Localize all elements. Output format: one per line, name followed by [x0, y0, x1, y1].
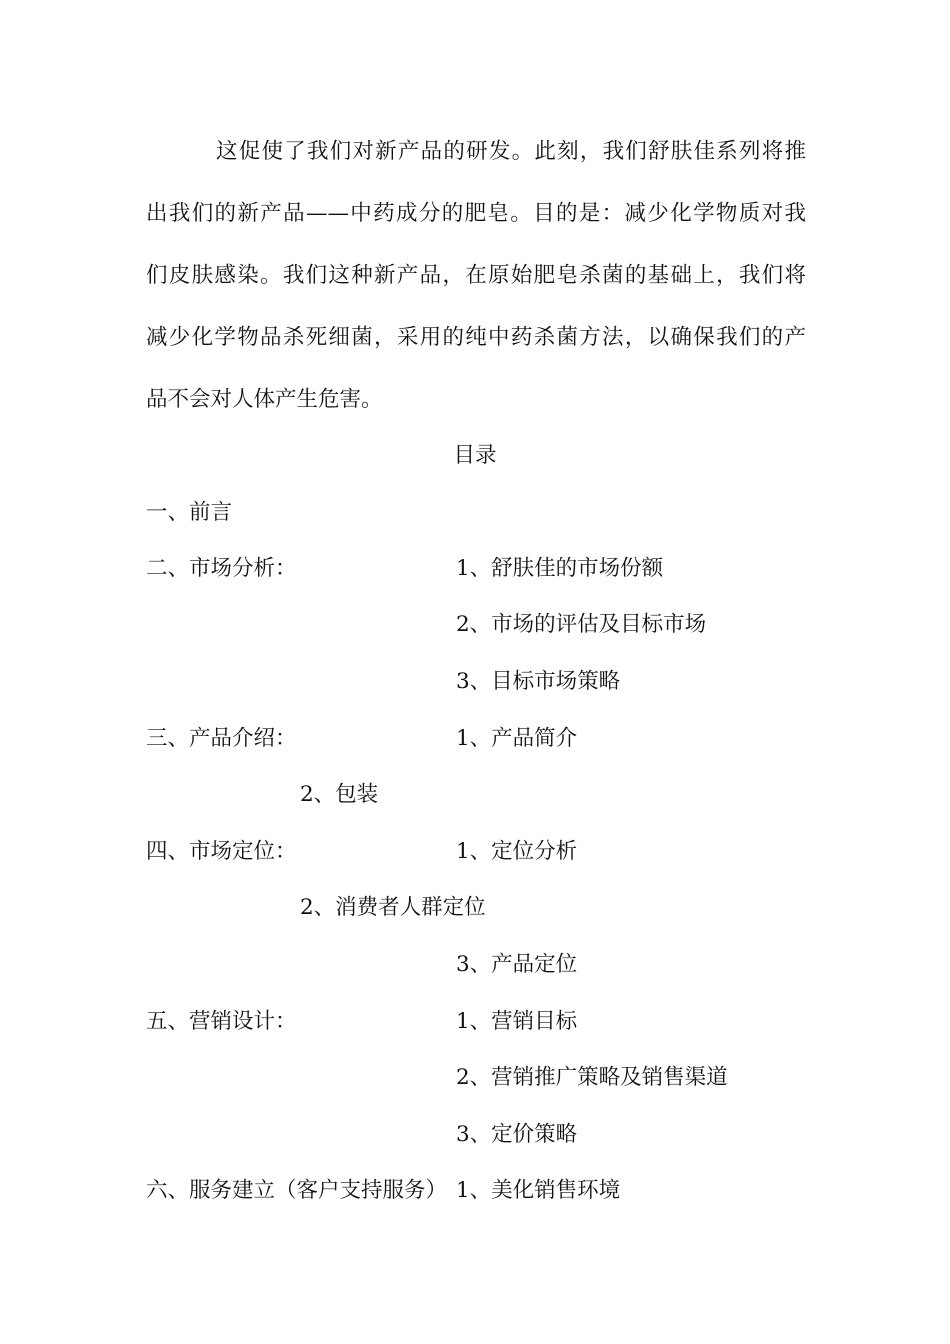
toc-section-6-item-1: 1、美化销售环境 — [456, 1178, 621, 1203]
toc-section-4-item-3: 3、产品定位 — [456, 952, 578, 977]
toc-section-3-item-2: 2、包装 — [300, 782, 379, 807]
toc-section-2-title: 二、市场分析： — [146, 556, 297, 581]
intro-line-4: 减少化学物品杀死细菌，采用的纯中药杀菌方法，以确保我们的产 — [146, 325, 806, 350]
toc-section-3-title: 三、产品介绍： — [146, 726, 297, 751]
toc-section-2-item-3: 3、目标市场策略 — [456, 669, 621, 694]
intro-line-2: 出我们的新产品——中药成分的肥皂。目的是：减少化学物质对我 — [146, 201, 806, 226]
intro-line-3: 们皮肤感染。我们这种新产品，在原始肥皂杀菌的基础上，我们将 — [146, 263, 806, 288]
toc-section-5-item-1: 1、营销目标 — [456, 1009, 578, 1034]
toc-section-4-title: 四、市场定位： — [146, 839, 297, 864]
toc-title: 目录 — [453, 443, 497, 468]
intro-line-1: 这促使了我们对新产品的研发。此刻，我们舒肤佳系列将推 — [216, 139, 806, 164]
toc-section-1-title: 一、前言 — [146, 500, 233, 525]
toc-section-3-item-1: 1、产品简介 — [456, 726, 578, 751]
toc-section-4-item-1: 1、定位分析 — [456, 839, 578, 864]
toc-section-5-item-3: 3、定价策略 — [456, 1122, 578, 1147]
toc-section-2-item-2: 2、市场的评估及目标市场 — [456, 612, 707, 637]
toc-section-4-item-2: 2、消费者人群定位 — [300, 895, 486, 920]
toc-section-2-item-1: 1、舒肤佳的市场份额 — [456, 556, 664, 581]
toc-section-5-title: 五、营销设计： — [146, 1009, 297, 1034]
toc-section-5-item-2: 2、营销推广策略及销售渠道 — [456, 1065, 728, 1090]
intro-line-5: 品不会对人体产生危害。 — [146, 387, 383, 412]
toc-section-6-title: 六、服务建立（客户支持服务） — [146, 1178, 448, 1203]
